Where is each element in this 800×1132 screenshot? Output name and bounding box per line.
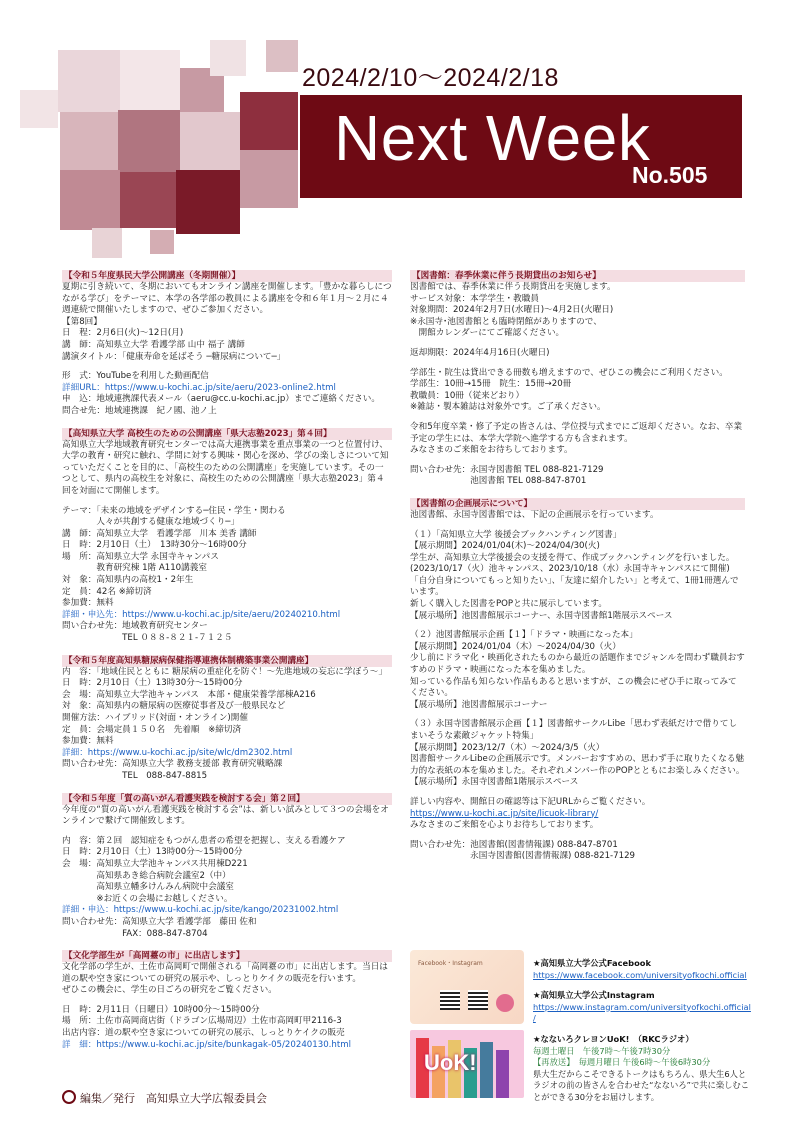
article-section bbox=[410, 270, 745, 488]
article-text: 問合せ先：地域連携課 紀ノ國、池ノ上 bbox=[62, 405, 217, 416]
article-text: 定 員：42名 ※締切済 bbox=[62, 586, 152, 597]
article-text: みなさまのご来館を心よりお待ちしております。 bbox=[410, 820, 599, 831]
university-emblem-icon bbox=[62, 1090, 76, 1104]
article-text: 学部生・院生は貸出できる冊数も増えますので、ぜひこの機会にご利用ください。 bbox=[410, 367, 728, 378]
newsletter-header bbox=[0, 0, 800, 250]
decorative-square bbox=[120, 50, 180, 110]
article-text: 日 時：2月10日（土）13時00分～15時00分 bbox=[62, 847, 243, 858]
decorative-square bbox=[118, 110, 180, 172]
article-text: 問い合わせ先：池図書館(図書情報課) 088-847-8701 bbox=[410, 839, 618, 850]
facebook-promo-heading: ★高知県立大学公式Facebook bbox=[533, 958, 651, 968]
article-text: 令和5年度卒業・修了予定の皆さんは、学位授与式までにご返却ください。なお、卒業予定の学生には、本学大学院へ進学する方も含まれます。 bbox=[410, 421, 743, 444]
issue-number: No.505 bbox=[632, 162, 708, 188]
article-text: 出店内容：道の駅や空き家についての研究の展示、しっとりケイクの販売 bbox=[62, 1028, 345, 1039]
instagram-promo bbox=[533, 990, 753, 1025]
article-text: 少し前にドラマ化・映画化されたものから最近の話題作までジャンルを問わず職員おすすめのドラマ・映画になった本を集めました。 bbox=[410, 653, 745, 676]
social-card-caption: Facebook・Instagram bbox=[418, 960, 483, 967]
article-link-line[interactable]: 詳細・申込先：https://www.u-kochi.ac.jp/site/aeru/20240210.html bbox=[62, 609, 341, 620]
article-text: 教育研究棟 1階 A110講義室 bbox=[62, 563, 207, 574]
crayon-icon bbox=[480, 1042, 493, 1098]
article-text: 知っている作品も知らない作品もあると思いますが、この機会にぜひ手に取ってみてください。 bbox=[410, 676, 737, 699]
article-text: 【展示場所】池図書館展示コーナー bbox=[410, 699, 548, 710]
decorative-square bbox=[92, 228, 122, 258]
facebook-promo bbox=[533, 958, 753, 981]
spacer bbox=[410, 457, 745, 465]
article-heading: 【高知県立大学 高校生のための公開講座「県大志塾2023」第４回】 bbox=[62, 428, 392, 440]
article-text: 内 容：第２回 認知症をもつがん患者の希望を把握し、支える看護ケア bbox=[62, 835, 346, 846]
article-section bbox=[62, 793, 392, 941]
article-text: 日 時：2月10日（土） 13時30分～16時00分 bbox=[62, 540, 247, 551]
decorative-square bbox=[240, 92, 298, 150]
left-column bbox=[62, 270, 392, 1061]
article-text: ぜひこの機会に、学生の日ごろの研究をご覧ください。 bbox=[62, 985, 277, 996]
decorative-square bbox=[150, 230, 174, 254]
article-text: 【第8回】 bbox=[62, 316, 102, 327]
article-text: 日 程：2月6日(火)～12日(月) bbox=[62, 328, 184, 339]
article-section bbox=[410, 498, 745, 863]
decorative-square bbox=[120, 172, 176, 228]
article-section bbox=[62, 428, 392, 645]
article-text: 対象期間：2024年2月7日(水曜日)～4月2日(火曜日) bbox=[410, 305, 614, 316]
article-text: 講 師：高知県立大学 看護学部 山中 福子 講師 bbox=[62, 339, 245, 350]
radio-rebroadcast: 【再放送】 毎週月曜日 午後6時～午後6時30分 bbox=[533, 1057, 711, 1068]
article-heading: 【文化学部生が「高岡薹の市」に出店します】 bbox=[62, 950, 392, 962]
article-text: 日 時：2月10日（土）13時30分～15時00分 bbox=[62, 678, 243, 689]
article-text: 高知県あき総合病院会議室2（中） bbox=[62, 870, 231, 881]
article-text: サービス対象：本学学生・教職員 bbox=[410, 293, 539, 304]
spacer bbox=[410, 789, 745, 797]
article-text: （３）永国寺図書館展示企画【１】図書館サークルLibe「思わず表紙だけで借りてしまいそうな素敵ジャケット特集」 bbox=[410, 719, 738, 741]
article-text: 高知県立幡多けんみん病院中会議室 bbox=[62, 882, 234, 893]
decorative-square bbox=[176, 170, 240, 234]
article-text: 池図書館 TEL 088-847-8701 bbox=[410, 476, 587, 487]
decorative-square bbox=[210, 40, 246, 76]
article-text: 会 場：高知県立大学池キャンパス 本部・健康栄養学部棟A216 bbox=[62, 689, 316, 700]
article-link-line[interactable]: 詳細：https://www.u-kochi.ac.jp/site/wlc/dm2302.html bbox=[62, 747, 293, 758]
article-section bbox=[62, 655, 392, 783]
article-text: 対 象：高知県内の糖尿病の医療従事者及び一般県民など bbox=[62, 701, 286, 712]
article-heading: 【図書館の企画展示について】 bbox=[410, 498, 745, 510]
radio-program-image bbox=[410, 1030, 524, 1098]
article-text: 高知県立大学地域教育研究センターでは高大連携事業を重点事業の一つと位置付け、大学の教育・研究に触れ、学問に対する興味・関心を深め、学びの楽しさについて知っていただくことを目的に、「高校生のための公開講座」を実施しています。その一つとして、県内の高校生を対象に、高校生のための公開講座「県大志塾2023」第４回を対面にて開催します。 bbox=[62, 439, 389, 496]
article-text: 問い合わせ先：高知県立大学 教務支援部 教育研究戦略課 bbox=[62, 759, 283, 770]
article-link-line[interactable]: 詳細URL：https://www.u-kochi.ac.jp/site/aeru/2023-online2.html bbox=[62, 382, 336, 393]
article-text: 学部生：10冊→15冊 院生：15冊→20冊 bbox=[410, 379, 572, 390]
article-heading: 【令和５年度県民大学公開講座（冬期開催）】 bbox=[62, 270, 392, 282]
article-heading: 【図書館：春季休業に伴う長期貸出のお知らせ】 bbox=[410, 270, 745, 282]
instagram-icon bbox=[496, 994, 514, 1012]
spacer bbox=[62, 997, 392, 1005]
footer bbox=[62, 1090, 267, 1106]
article-text: ※永国寺･池図書館とも臨時閉館がありますので、 bbox=[410, 316, 602, 327]
article-text: 日 時：2月11日（日曜日）10時00分～15時00分 bbox=[62, 1004, 260, 1015]
article-section bbox=[62, 270, 392, 418]
article-text: 【展示期間】2023/12/7（木）～2024/3/5（火） bbox=[410, 742, 605, 753]
decorative-square bbox=[180, 112, 240, 172]
article-text: 問い合わせ先：地域教育研究センター bbox=[62, 621, 208, 632]
decorative-square bbox=[58, 50, 120, 112]
radio-description: 県大生だからこそできるトークはもちろん、県大生6人とラジオの前の皆さんを合わせた“なないろ”で共に楽しむことができる30分をお届けします。 bbox=[533, 1068, 750, 1102]
article-text: 返却期限：2024年4月16日(火曜日) bbox=[410, 347, 550, 358]
article-text: 今年度の“質の高いがん看護実践を検討する会”は、新しい試みとして３つの会場をオンラインで繋げて開催致します。 bbox=[62, 804, 389, 827]
decorative-square bbox=[60, 112, 118, 170]
crayon-icon bbox=[496, 1050, 509, 1098]
article-heading: 【令和５年度高知県糖尿病保健指導連携体制構築事業公開講座】 bbox=[62, 655, 392, 667]
spacer bbox=[410, 360, 745, 368]
article-text: 講演タイトル：「健康寿命を延ばそう ─糖尿病について─」 bbox=[62, 351, 286, 362]
article-text: 定 員：会場定員１５０名 先着順 ※締切済 bbox=[62, 724, 242, 735]
radio-logo-text: UoK! bbox=[424, 1050, 477, 1075]
article-text: 参加費：無料 bbox=[62, 736, 114, 747]
article-text: 教職員：10冊（従来どおり） bbox=[410, 390, 525, 401]
article-text: 開催方法：ハイブリッド(対面・オンライン)開催 bbox=[62, 713, 248, 723]
spacer bbox=[410, 414, 745, 422]
article-text: FAX：088-847-8704 bbox=[62, 928, 208, 939]
radio-promo-heading: ★なないろクレヨンUoK! （RKCラジオ） bbox=[533, 1034, 694, 1044]
article-link-line[interactable]: 詳細・申込：https://www.u-kochi.ac.jp/site/kango/20231002.html bbox=[62, 905, 339, 916]
article-text: 参加費：無料 bbox=[62, 598, 114, 609]
article-text: TEL ０８８-８２１-７１２５ bbox=[62, 633, 233, 644]
article-text: ※お近くの会場にお越しください。 bbox=[62, 893, 233, 904]
article-text: （２）池図書館展示企画【１】「ドラマ・映画になった本」 bbox=[410, 630, 638, 641]
article-text: 新しく購入した図書をPOPと共に展示しています。 bbox=[410, 599, 607, 610]
spacer bbox=[62, 828, 392, 836]
article-text: 【展示場所】永国寺図書館1階展示スペース bbox=[410, 777, 579, 788]
article-text: 問い合わせ先：永国寺図書館 TEL 088-821-7129 bbox=[410, 464, 604, 475]
article-text: 文化学部の学生が、土佐市高岡町で開催される「高岡薹の市」に出店します。当日は道の駅や空き家についての研究の展示や、しっとりケイクの販売を行います。 bbox=[62, 962, 388, 984]
article-text: 会 場：高知県立大学池キャンパス共用棟D221 bbox=[62, 858, 248, 869]
article-text: TEL 088-847-8815 bbox=[62, 770, 208, 781]
radio-schedule: 毎週土曜日 午後7時～午後7時30分 bbox=[533, 1045, 671, 1056]
article-text: 図書館サークルLibeの企画展示です。メンバーおすすめの、思わず手に取りたくなる魅力的な表紙の本を集めました。それぞれメンバー作のPOPとともにお楽しみください。 bbox=[410, 754, 745, 776]
date-range: 2024/2/10～2024/2/18 bbox=[302, 64, 559, 92]
article-link[interactable]: https://www.u-kochi.ac.jp/site/licuok-library/ bbox=[410, 808, 599, 819]
spacer bbox=[62, 498, 392, 506]
article-text: 図書館では、春季休業に伴う長期貸出を実施します。 bbox=[410, 282, 616, 292]
decorative-square bbox=[266, 40, 298, 72]
article-text: 詳しい内容や、開館日の確認等は下記URLからご覧ください。 bbox=[410, 796, 651, 807]
article-text: 場 所：土佐市高岡商店街（ドラゴン広場周辺）土佐市高岡町甲2116-3 bbox=[62, 1016, 342, 1027]
instagram-link[interactable]: https://www.instagram.com/universityofkochi.official/ bbox=[533, 1001, 751, 1024]
spacer bbox=[410, 522, 745, 530]
article-heading: 【令和５年度「質の高いがん看護実践を検討する会」第２回】 bbox=[62, 793, 392, 805]
spacer bbox=[410, 832, 745, 840]
social-media-card-image bbox=[410, 950, 524, 1024]
article-text: 開館カレンダーにてご確認ください。 bbox=[410, 328, 565, 339]
instagram-promo-heading: ★高知県立大学公式Instagram bbox=[533, 990, 655, 1000]
article-text: 【展示期間】2024/01/04(木)～2024/04/30(火) bbox=[410, 541, 600, 552]
article-text: みなさまのご来館をお待ちしております。 bbox=[410, 445, 573, 456]
article-text: （１）「高知県立大学 後援会ブックハンティング図書」 bbox=[410, 529, 622, 540]
facebook-link[interactable]: https://www.facebook.com/universityofkochi.official bbox=[533, 969, 747, 980]
article-section bbox=[62, 950, 392, 1051]
spacer bbox=[410, 340, 745, 348]
article-text: 学生が、高知県立大学後援会の支援を得て、作成ブックハンティングを行いました。(2023/10/17（火）池キャンパス、2023/10/18（水）永国寺キャンパスにて開催) bbox=[410, 552, 735, 575]
right-column bbox=[410, 270, 745, 873]
page-title: Next Week bbox=[334, 102, 651, 174]
qr-code-icon bbox=[468, 990, 488, 1010]
spacer bbox=[62, 363, 392, 371]
decorative-square bbox=[20, 90, 58, 128]
article-text: 夏期に引き続いて、冬期においてもオンライン講座を開催します。「豊かな暮らしにつながる学び」をテーマに、本学の各学部の教員による講座を令和６年１月～２月に４週連続で開催いたしますので、ぜひご参加ください。 bbox=[62, 282, 392, 316]
qr-code-icon bbox=[440, 990, 460, 1010]
article-text: 池図書館、永国寺図書館では、下記の企画展示を行っています。 bbox=[410, 509, 659, 520]
article-text: ※雑誌・製本雑誌は対象外です。ご了承ください。 bbox=[410, 402, 606, 413]
article-text: 対 象：高知県内の高校1・2年生 bbox=[62, 575, 194, 586]
article-text: 永国寺図書館(図書情報課) 088-821-7129 bbox=[410, 851, 636, 862]
article-text: 【展示期間】2024/01/04（木）～2024/04/30（火） bbox=[410, 641, 621, 652]
article-text: 形 式：YouTubeを利用した動画配信 bbox=[62, 371, 209, 382]
article-text: 人々が共創する健康な地域づくり─」 bbox=[62, 517, 240, 528]
decorative-square bbox=[240, 150, 298, 208]
footer-credit: 編集／発行 高知県立大学広報委員会 bbox=[80, 1092, 267, 1105]
article-text: 講 師：高知県立大学 看護学部 川本 美香 講師 bbox=[62, 528, 257, 539]
article-text: 内 容：「地域住民とともに 糖尿病の重症化を防ぐ！～先進地域の妄忘に学ぼう～」 bbox=[62, 666, 387, 677]
article-text: 問い合わせ先：高知県立大学 看護学部 藤田 佐和 bbox=[62, 916, 257, 927]
radio-promo bbox=[533, 1034, 753, 1104]
article-text: テーマ：「未来の地域をデザインする─住民・学生・関わる bbox=[62, 505, 286, 516]
article-text: 申 込：地域連携課代表メール（aeru@cc.u-kochi.ac.jp）までご連絡ください。 bbox=[62, 394, 380, 405]
decorative-square bbox=[60, 170, 120, 230]
article-link-line[interactable]: 詳 細：https://www.u-kochi.ac.jp/site/bunkagak-05/20240130.html bbox=[62, 1039, 351, 1050]
article-text: 【展示場所】池図書館展示コーナー、永国寺図書館1階展示スペース bbox=[410, 610, 673, 621]
article-text: 「自分自身についてもっと知りたい」、「友達に紹介したい」と考えて、1冊1冊選んでいます。 bbox=[410, 575, 739, 598]
article-text: 場 所：高知県立大学 永国寺キャンパス bbox=[62, 551, 219, 562]
